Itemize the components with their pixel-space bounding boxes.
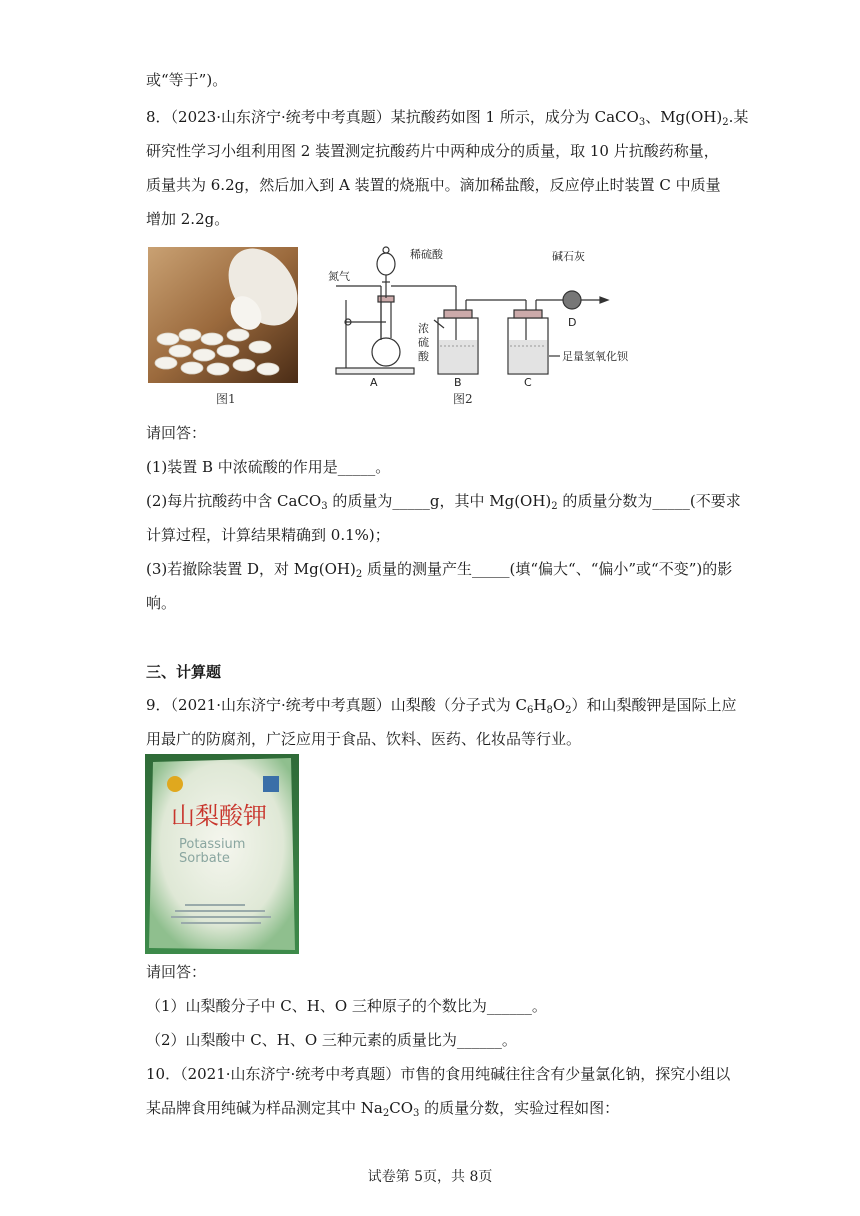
- text-line: 研究性学习小组利用图 2 装置测定抗酸药片中两种成分的质量，取 10 片抗酸药称量，: [146, 142, 719, 160]
- label-conc-1: 浓: [418, 322, 429, 335]
- text-line: 请回答：: [146, 963, 207, 981]
- figure-1-caption: 图1: [216, 392, 236, 406]
- label-soda-lime: 碱石灰: [552, 250, 585, 263]
- label-dilute-acid: 稀硫酸: [410, 248, 443, 261]
- bag-subtitle-1: Potassium: [179, 837, 246, 852]
- label-conc-2: 硫: [418, 336, 429, 349]
- question-8-part-2: (2)每片抗酸药中含 CaCO$_3$ 的质量为_____g，其中 $Mg(OH)_2$ 的质量分数为_____(不要求: [146, 492, 741, 512]
- question-9-stem: 9．（2021·山东济宁·统考中考真题）山梨酸（分子式为 $C_6H_8O_2$）和山梨酸钾是国际上应: [146, 696, 737, 716]
- question-8-stem: 8．（2023·山东济宁·统考中考真题）某抗酸药如图 1 所示，成分为 CaCO$_3$、$Mg(OH)_2$.某: [146, 108, 749, 128]
- figure-2-caption: 图2: [453, 392, 473, 406]
- label-nitrogen: 氮气: [328, 270, 350, 283]
- question-8-part-3: (3)若撤除装置 D，对 $Mg(OH)_2$ 质量的测量产生_____(填“偏大“、“偏小”或“不变”)的影: [146, 560, 733, 580]
- antacid-pills-photo: [148, 247, 298, 383]
- label-barium-hydroxide: 足量氢氧化钡: [562, 350, 628, 363]
- bag-subtitle-2: Sorbate: [179, 851, 230, 866]
- text-line: 计算过程，计算结果精确到 0.1%)；: [146, 526, 390, 544]
- text-line: 或“等于”)。: [146, 71, 228, 89]
- label-conc-3: 酸: [418, 350, 429, 363]
- text-line: 响。: [146, 594, 177, 612]
- label-A: A: [370, 376, 378, 389]
- page-footer: 试卷第 5页，共 8页: [367, 1169, 493, 1185]
- question-9-part-2: （2）山梨酸中 C、H、O 三种元素的质量比为______。: [146, 1031, 517, 1049]
- text-line: 增加 2.2g。: [146, 210, 230, 228]
- text-line: 某品牌食用纯碱为样品测定其中 $Na_2CO_3$ 的质量分数，实验过程如图：: [146, 1099, 620, 1119]
- label-D: D: [568, 316, 577, 329]
- label-B: B: [454, 376, 462, 389]
- bag-title: 山梨酸钾: [171, 802, 267, 830]
- label-C: C: [524, 376, 532, 389]
- apparatus-diagram: [326, 240, 628, 389]
- potassium-sorbate-bag-photo: [145, 754, 299, 954]
- question-8-part-1: (1)装置 B 中浓硫酸的作用是_____。: [146, 458, 391, 476]
- question-9-part-1: （1）山梨酸分子中 C、H、O 三种原子的个数比为______。: [146, 997, 547, 1015]
- text-line: 质量共为 6.2g，然后加入到 A 装置的烧瓶中。滴加稀盐酸，反应停止时装置 C 中质量: [146, 176, 721, 194]
- question-10-stem: 10．（2021·山东济宁·统考中考真题）市售的食用纯碱往往含有少量氯化钠，探究小组以: [146, 1065, 731, 1083]
- text-line: 请回答：: [146, 424, 207, 442]
- text-line: 用最广的防腐剂，广泛应用于食品、饮料、医药、化妆品等行业。: [146, 730, 582, 748]
- section-heading: 三、计算题: [146, 663, 222, 681]
